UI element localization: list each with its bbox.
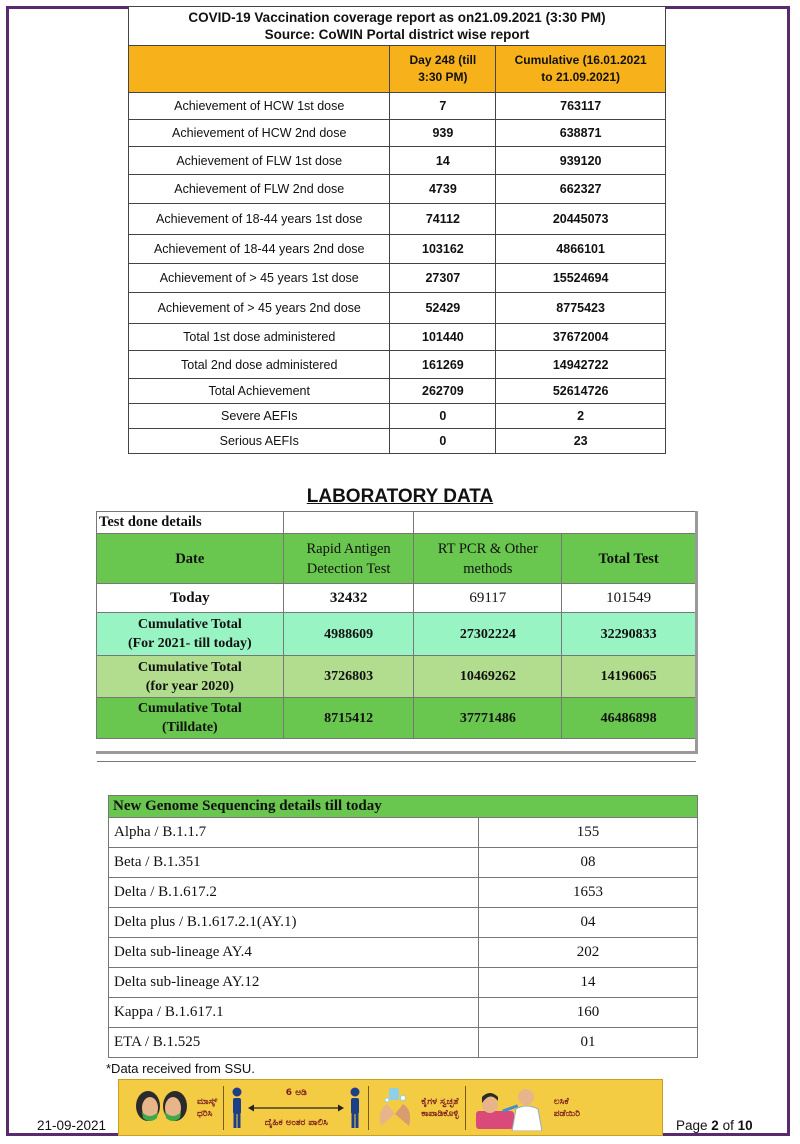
vaccination-source: Source: CoWIN Portal district wise report (264, 27, 530, 42)
vaccination-header-blank (129, 46, 390, 93)
table-row: Achievement of 18-44 years 1st dose 74112 20445073 (129, 204, 666, 235)
mask-faces-icon (133, 1086, 191, 1130)
table-row: Achievement of > 45 years 2nd dose 52429 8775423 (129, 293, 666, 324)
distance-segment: 6 ಅಡಿ ದೈಹಿಕ ಅಂತರ ಪಾಲಿಸಿ (230, 1080, 362, 1135)
table-row: Beta / B.1.351 08 (109, 848, 698, 878)
table-row: Total 1st dose administered 101440 37672004 (129, 324, 666, 351)
table-row: Achievement of FLW 2nd dose 4739 662327 (129, 175, 666, 204)
table-row: Achievement of 18-44 years 2nd dose 103162 4866101 (129, 235, 666, 264)
distance-arrow-icon (248, 1104, 344, 1112)
table-row: Total Achievement 262709 52614726 (129, 379, 666, 404)
vaccination-icon (472, 1085, 548, 1131)
vaccination-table (128, 6, 666, 454)
genome-table (108, 795, 698, 1058)
table-row: Delta sub-lineage AY.12 14 (109, 968, 698, 998)
person-icon (230, 1086, 244, 1130)
table-row: Delta plus / B.1.617.2.1(AY.1) 04 (109, 908, 698, 938)
table-row: Alpha / B.1.1.7 155 (109, 818, 698, 848)
lab-header-date: Date (97, 534, 284, 584)
laboratory-table (96, 511, 696, 762)
table-row: Cumulative Total (for year 2020) 3726803 10469262 14196065 (97, 656, 696, 698)
hand-wash-icon (375, 1086, 415, 1130)
laboratory-heading: LABORATORY DATA (306, 486, 494, 507)
person-icon (348, 1086, 362, 1130)
lab-header-rtpcr: RT PCR & Other methods (414, 534, 562, 584)
table-row: Delta sub-lineage AY.4 202 (109, 938, 698, 968)
vaccination-title-cell (129, 7, 666, 46)
table-row: Cumulative Total (Tilldate) 8715412 37771486 46486898 (97, 698, 696, 739)
lab-header-total: Total Test (562, 534, 696, 584)
table-row: Achievement of HCW 1st dose 7 763117 (129, 93, 666, 120)
genome-title: New Genome Sequencing details till today (109, 796, 698, 818)
table-row: Today 32432 69117 101549 (97, 584, 696, 613)
test-done-label: Test done details (97, 512, 284, 534)
lab-header-rapid: Rapid Antigen Detection Test (283, 534, 414, 584)
vaccination-segment: ಲಸಿಕೆ ಪಡೆಯಿರಿ (472, 1080, 580, 1135)
data-source-note: *Data received from SSU. (106, 1061, 255, 1076)
table-row: Serious AEFIs 0 23 (129, 429, 666, 454)
hand-wash-segment: ಕೈಗಳ ಸ್ವಚ್ಛತೆ ಕಾಪಾಡಿಕೊಳ್ಳಿ (375, 1080, 458, 1135)
footer-date: 21-09-2021 (37, 1118, 107, 1133)
page-number: Page 2 of 10 (676, 1118, 753, 1133)
vaccination-header-cumulative: Cumulative (16.01.2021 to 21.09.2021) (496, 46, 666, 93)
vaccination-title: COVID-19 Vaccination coverage report as on21.09.2021 (3:30 PM) (188, 10, 606, 25)
table-row: Kappa / B.1.617.1 160 (109, 998, 698, 1028)
table-row: Achievement of > 45 years 1st dose 27307 15524694 (129, 264, 666, 293)
covid-behaviour-banner (118, 1079, 663, 1136)
mask-segment: ಮಾಸ್ಕ್ ಧರಿಸಿ (133, 1080, 217, 1135)
table-row: Achievement of FLW 1st dose 14 939120 (129, 147, 666, 175)
table-row: Delta / B.1.617.2 1653 (109, 878, 698, 908)
table-row: Cumulative Total (For 2021- till today) 4988609 27302224 32290833 (97, 613, 696, 656)
table-row: Achievement of HCW 2nd dose 939 638871 (129, 120, 666, 147)
vaccination-header-day: Day 248 (till 3:30 PM) (390, 46, 496, 93)
table-row: Total 2nd dose administered 161269 14942722 (129, 351, 666, 379)
table-row: Severe AEFIs 0 2 (129, 404, 666, 429)
table-row: ETA / B.1.525 01 (109, 1028, 698, 1058)
